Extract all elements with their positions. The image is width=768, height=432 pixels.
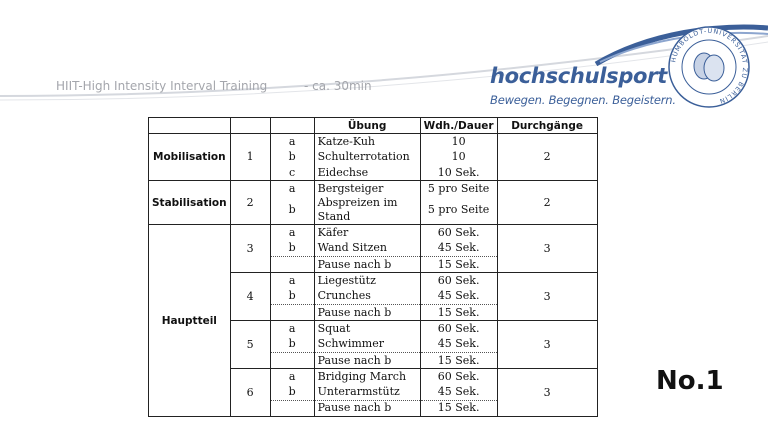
exercise-letter: b: [270, 150, 314, 165]
exercise-reps: 5 pro Seite: [420, 181, 497, 197]
exercise-name: Pause nach b: [314, 352, 420, 368]
block-rounds: 3: [497, 369, 597, 417]
block-number: 2: [230, 181, 270, 225]
section-name: Hauptteil: [149, 225, 231, 417]
header-exercise: Übung: [314, 118, 420, 134]
exercise-letter: [270, 304, 314, 320]
logo-name: hochschulsport: [490, 64, 667, 88]
table-row: [149, 225, 598, 241]
course-subtitle: [56, 79, 372, 93]
exercise-letter: a: [270, 369, 314, 385]
exercise-reps: 5 pro Seite: [420, 196, 497, 225]
exercise-name: Unterarmstütz: [314, 384, 420, 400]
header-reps: Wdh./Dauer: [420, 118, 497, 134]
table-header-row: [149, 118, 598, 134]
header-blank: [230, 118, 270, 134]
exercise-name: Crunches: [314, 289, 420, 305]
exercise-reps: 45 Sek.: [420, 384, 497, 400]
exercise-reps: 15 Sek.: [420, 352, 497, 368]
exercise-name: Pause nach b: [314, 304, 420, 320]
exercise-letter: b: [270, 289, 314, 305]
exercise-letter: a: [270, 321, 314, 337]
exercise-letter: b: [270, 196, 314, 225]
svg-text:HUMBOLDT-UNIVERSITÄT ZU BERLIN: HUMBOLDT-UNIVERSITÄT ZU BERLIN: [669, 26, 750, 106]
exercise-name: Pause nach b: [314, 400, 420, 416]
exercise-reps: 60 Sek.: [420, 225, 497, 241]
exercise-letter: [270, 400, 314, 416]
exercise-letter: b: [270, 241, 314, 257]
header-blank: [270, 118, 314, 134]
block-rounds: 3: [497, 225, 597, 273]
exercise-reps: 60 Sek.: [420, 273, 497, 289]
section-name: Mobilisation: [149, 134, 231, 181]
exercise-reps: 15 Sek.: [420, 257, 497, 273]
exercise-letter: c: [270, 165, 314, 181]
subtitle-duration: - ca. 30min: [304, 79, 372, 93]
exercise-letter: a: [270, 273, 314, 289]
exercise-letter: a: [270, 181, 314, 197]
exercise-reps: 10: [420, 134, 497, 150]
block-number: 4: [230, 273, 270, 321]
exercise-reps: 15 Sek.: [420, 304, 497, 320]
block-number: 6: [230, 369, 270, 417]
exercise-name: Wand Sitzen: [314, 241, 420, 257]
university-seal-icon: [666, 24, 752, 110]
table-row: [149, 134, 598, 150]
exercise-reps: 45 Sek.: [420, 337, 497, 353]
exercise-reps: 10: [420, 150, 497, 165]
exercise-reps: 60 Sek.: [420, 369, 497, 385]
block-rounds: 2: [497, 181, 597, 225]
section-name: Stabilisation: [149, 181, 231, 225]
exercise-letter: a: [270, 225, 314, 241]
exercise-name: Bergsteiger: [314, 181, 420, 197]
block-rounds: 3: [497, 273, 597, 321]
header-rounds: Durchgänge: [497, 118, 597, 134]
block-rounds: 3: [497, 321, 597, 369]
exercise-name: Schwimmer: [314, 337, 420, 353]
exercise-name: Käfer: [314, 225, 420, 241]
block-number: 3: [230, 225, 270, 273]
slide-number: No.1: [656, 366, 724, 396]
exercise-name: Pause nach b: [314, 257, 420, 273]
training-plan-table: [148, 117, 598, 417]
exercise-name: Eidechse: [314, 165, 420, 181]
block-number: 1: [230, 134, 270, 181]
exercise-reps: 45 Sek.: [420, 241, 497, 257]
exercise-reps: 60 Sek.: [420, 321, 497, 337]
exercise-name: Abspreizen im Stand: [314, 196, 420, 225]
exercise-letter: [270, 257, 314, 273]
table-row: [149, 181, 598, 197]
subtitle-title: HIIT-High Intensity Interval Training: [56, 79, 268, 93]
exercise-letter: b: [270, 337, 314, 353]
exercise-reps: 45 Sek.: [420, 289, 497, 305]
exercise-letter: b: [270, 384, 314, 400]
exercise-letter: a: [270, 134, 314, 150]
header-blank: [149, 118, 231, 134]
exercise-reps: 15 Sek.: [420, 400, 497, 416]
logo-tagline: Bewegen. Begegnen. Begeistern.: [490, 93, 676, 107]
exercise-name: Squat: [314, 321, 420, 337]
exercise-reps: 10 Sek.: [420, 165, 497, 181]
exercise-name: Liegestütz: [314, 273, 420, 289]
exercise-name: Schulterrotation: [314, 150, 420, 165]
block-rounds: 2: [497, 134, 597, 181]
exercise-name: Bridging March: [314, 369, 420, 385]
exercise-letter: [270, 352, 314, 368]
block-number: 5: [230, 321, 270, 369]
exercise-name: Katze-Kuh: [314, 134, 420, 150]
